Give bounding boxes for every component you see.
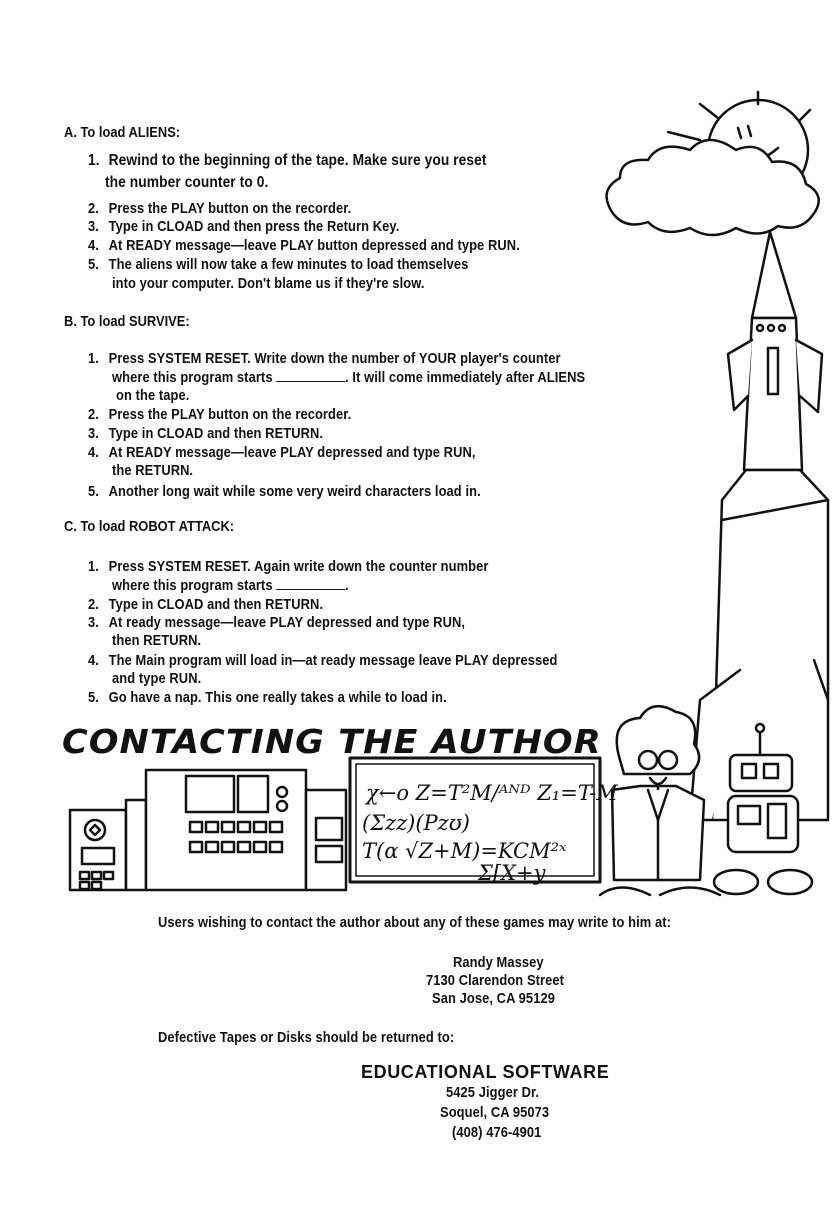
- blackboard-equation-2: (Σzz)(Pzʊ): [362, 811, 470, 835]
- section-a-heading: A. To load ALIENS:: [64, 124, 181, 141]
- section-a-step-2: 2. Press the PLAY button on the recorder.: [88, 200, 352, 217]
- defective-text: Defective Tapes or Disks should be returned to:: [158, 1029, 455, 1046]
- control-panel-icon: [70, 770, 346, 890]
- section-c-heading: C. To load ROBOT ATTACK:: [64, 518, 235, 535]
- author-city: San Jose, CA 95129: [432, 990, 555, 1007]
- section-a-step-1: 1. Rewind to the beginning of the tape. Make sure you reset: [88, 152, 487, 169]
- section-b-step-1: 1. Press SYSTEM RESET. Write down the number of YOUR player's counter: [88, 350, 561, 367]
- section-b-step-5: 5. Another long wait while some very weird characters load in.: [88, 483, 481, 500]
- company-city: Soquel, CA 95073: [440, 1104, 550, 1121]
- author-street: 7130 Clarendon Street: [426, 972, 565, 989]
- section-b-step-2: 2. Press the PLAY button on the recorder.: [88, 406, 352, 423]
- section-c-step-5: 5. Go have a nap. This one really takes a while to load in.: [88, 689, 447, 706]
- company-street: 5425 Jigger Dr.: [446, 1084, 540, 1101]
- section-b-step-3: 3. Type in CLOAD and then RETURN.: [88, 425, 324, 442]
- section-a-step-5: 5. The aliens will now take a few minutes to load themselves: [88, 256, 469, 273]
- blackboard-equation-3: T(α √Z+M)=KCM²ˣ: [362, 839, 567, 863]
- section-b-step-1-cont: where this program starts . It will come immediately after ALIENS: [112, 369, 586, 386]
- section-b-step-4: 4. At READY message—leave PLAY depressed and type RUN,: [88, 444, 476, 461]
- section-c-step-2: 2. Type in CLOAD and then RETURN.: [88, 596, 324, 613]
- counter-blank: [276, 577, 345, 590]
- company-name: EDUCATIONAL SOFTWARE: [361, 1062, 610, 1082]
- section-a-step-3: 3. Type in CLOAD and then press the Return Key.: [88, 218, 400, 235]
- cloud-icon: [607, 140, 819, 235]
- section-b-step-4-cont: the RETURN.: [112, 462, 194, 479]
- section-a-step-4: 4. At READY message—leave PLAY button depressed and type RUN.: [88, 237, 520, 254]
- section-b-heading: B. To load SURVIVE:: [64, 313, 190, 330]
- contact-intro: Users wishing to contact the author about any of these games may write to him at:: [158, 914, 672, 931]
- company-phone: (408) 476-4901: [452, 1124, 542, 1141]
- contact-title: CONTACTING THE AUTHOR: [62, 722, 602, 761]
- section-c-step-3: 3. At ready message—leave PLAY depressed and type RUN,: [88, 614, 466, 631]
- section-b-step-1-cont2: on the tape.: [116, 387, 190, 404]
- author-name: Randy Massey: [453, 954, 544, 971]
- section-a-step-1-cont: the number counter to 0.: [105, 174, 269, 191]
- section-a-step-5-cont: into your computer. Don't blame us if they're slow.: [112, 275, 425, 292]
- blackboard-equation-4: Σ[X+y: [478, 861, 546, 885]
- counter-blank: [276, 369, 345, 382]
- blackboard-equation-1: χ←o Z=T²M/ᴬᴺᴰ Z₁=T-M: [366, 781, 618, 805]
- section-c-step-4: 4. The Main program will load in—at ready message leave PLAY depressed: [88, 652, 558, 669]
- section-c-step-1: 1. Press SYSTEM RESET. Again write down the counter number: [88, 558, 489, 575]
- section-c-step-1-cont: where this program starts .: [112, 577, 349, 594]
- section-c-step-3-cont: then RETURN.: [112, 632, 202, 649]
- section-c-step-4-cont: and type RUN.: [112, 670, 202, 687]
